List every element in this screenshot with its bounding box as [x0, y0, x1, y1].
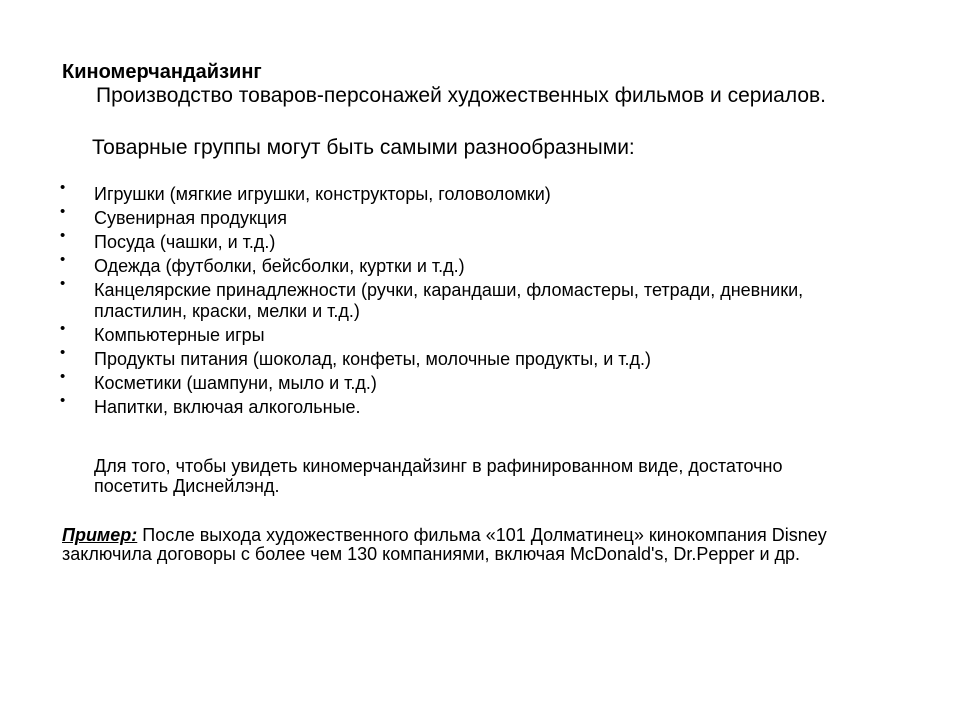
list-item-label: Сувенирная продукция: [94, 208, 287, 228]
bullet-icon: •: [60, 344, 66, 361]
bullet-icon: •: [60, 392, 66, 409]
list-item-label: Компьютерные игры: [94, 325, 265, 345]
list-item-label: Продукты питания (шоколад, конфеты, молочные продукты, и т.д.): [94, 349, 652, 369]
bullet-icon: •: [60, 251, 66, 268]
bullet-icon: •: [60, 179, 66, 196]
list-item: [60, 275, 860, 322]
product-groups-list: [60, 179, 860, 421]
slide-subtitle: Производство товаров-персонажей художественных фильмов и сериалов.: [96, 84, 827, 107]
list-item-label: Одежда (футболки, бейсболки, куртки и т.д.): [94, 256, 465, 276]
list-item-label: Косметики (шампуни, мыло и т.д.): [94, 373, 377, 393]
list-item: [60, 227, 860, 253]
list-item-label: Напитки, включая алкогольные.: [94, 397, 361, 417]
disneyland-note: Для того, чтобы увидеть киномерчандайзинг в рафинированном виде, достаточно посетить Диснейлэнд.: [94, 456, 783, 496]
bullet-icon: •: [60, 320, 66, 337]
list-item-label: Игрушки (мягкие игрушки, конструкторы, головоломки): [94, 184, 551, 204]
list-item: [60, 320, 860, 346]
list-item: [60, 251, 860, 277]
list-item: [60, 203, 860, 229]
example-text: После выхода художественного фильма «101 Долматинец» кинокомпания Disney заключила договоры с более чем 130 компаниями, включая McDonald's, Dr.Pepper и др.: [62, 525, 827, 564]
list-item: [60, 392, 860, 418]
example-label: Пример:: [62, 525, 138, 545]
slide-title: Киномерчандайзинг: [62, 61, 262, 83]
bullet-icon: •: [60, 368, 66, 385]
bullet-icon: •: [60, 275, 66, 292]
list-item: [60, 344, 860, 370]
product-groups-intro: Товарные группы могут быть самыми разнообразными:: [92, 136, 635, 159]
bullet-icon: •: [60, 227, 66, 244]
list-item-label: Канцелярские принадлежности (ручки, карандаши, фломастеры, тетради, дневники, пластилин, краски, мелки и т.д.): [94, 280, 804, 321]
list-item: [60, 179, 860, 205]
bullet-icon: •: [60, 203, 66, 220]
list-item-label: Посуда (чашки, и т.д.): [94, 232, 276, 252]
example-paragraph: [62, 526, 902, 564]
list-item: [60, 368, 860, 394]
